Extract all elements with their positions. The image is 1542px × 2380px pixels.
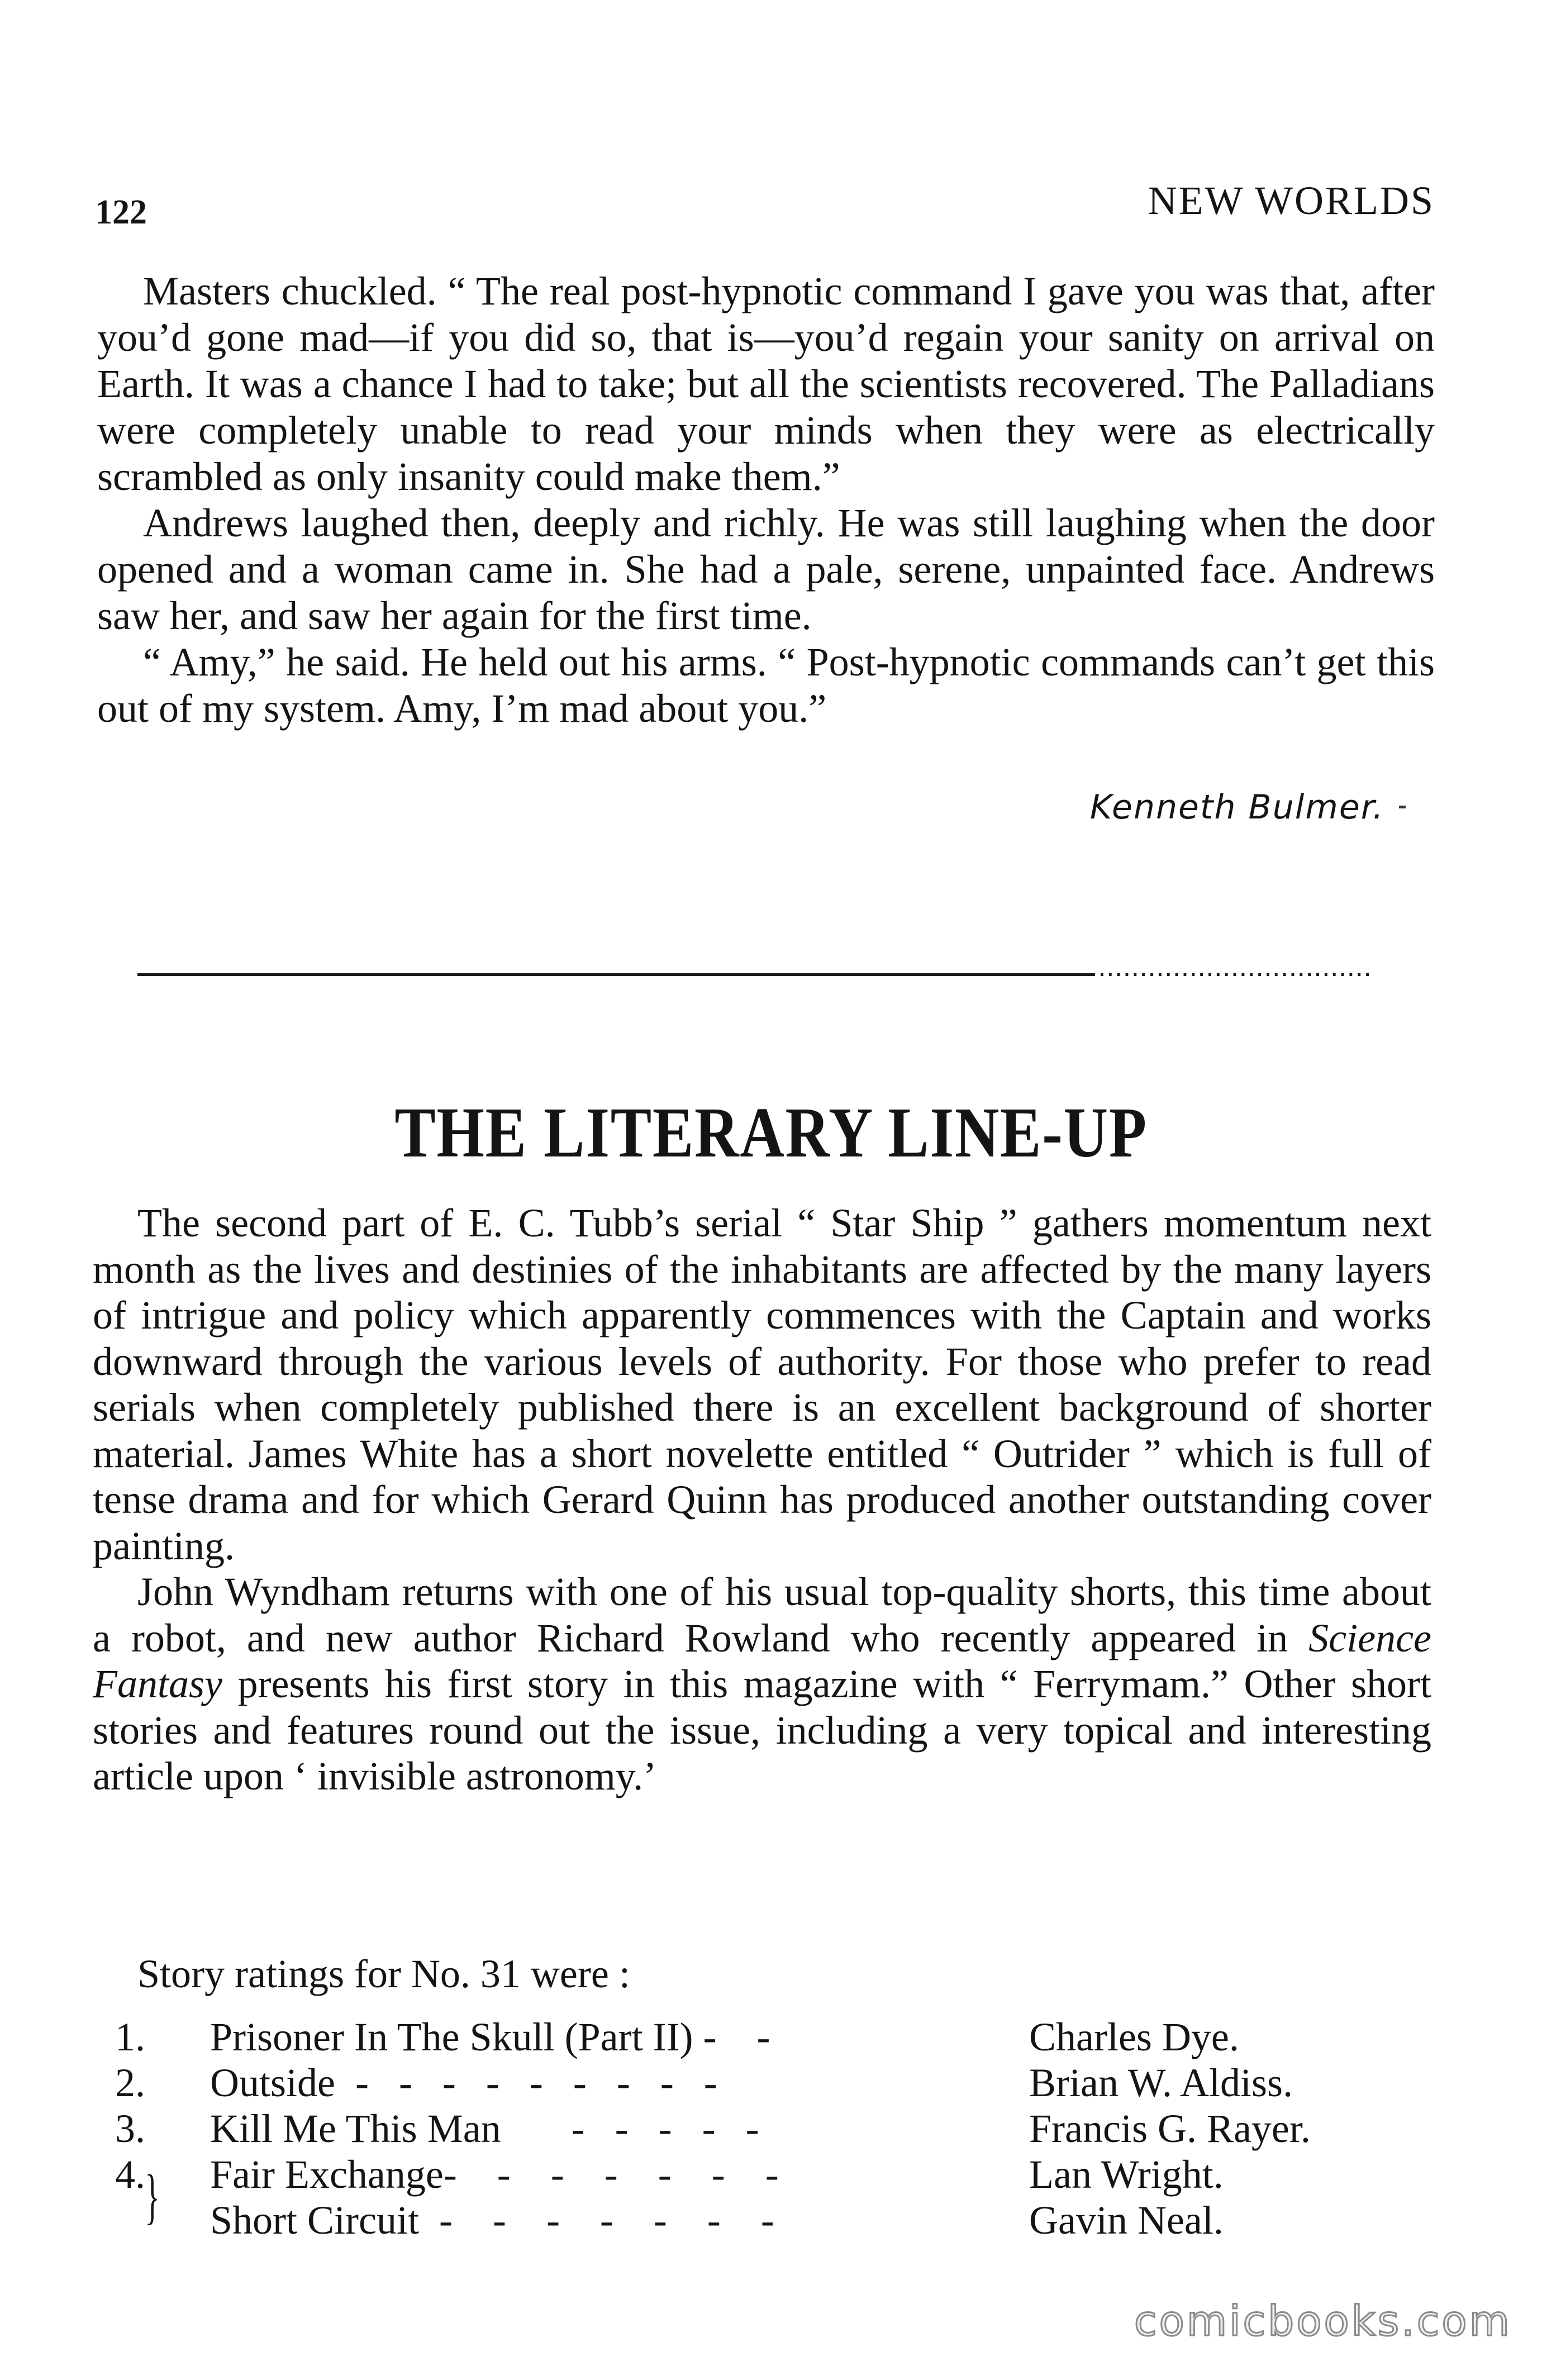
lineup-text-run: John Wyndham returns with one of his usual top-quality shorts, this time about a robot, and new author Richard Rowland who recently appeared in <box>93 1569 1431 1660</box>
rating-row <box>115 2060 1400 2106</box>
section-title: THE LITERARY LINE-UP <box>394 1093 1148 1172</box>
story-paragraph: “ Amy,” he said. He held out his arms. “ Post-hypnotic commands can’t get this out of my system. Amy, I’m mad about you.” <box>97 640 1435 731</box>
rating-author: Lan Wright. <box>1029 2152 1224 2197</box>
rating-title: Short Circuit - - - - - - - <box>210 2198 774 2243</box>
rating-author: Francis G. Rayer. <box>1029 2106 1311 2151</box>
rating-title: Outside - - - - - - - - - <box>210 2060 717 2105</box>
lineup-paragraph <box>93 1569 1431 1800</box>
rating-row <box>115 2197 1400 2243</box>
rating-number: 1. <box>115 2015 145 2059</box>
ratings-intro: Story ratings for No. 31 were : <box>137 1951 630 1996</box>
byline-mark <box>1399 806 1406 808</box>
rating-row <box>115 2014 1400 2060</box>
rating-author: Brian W. Aldiss. <box>1029 2060 1293 2105</box>
rating-title: Kill Me This Man - - - - - <box>210 2106 759 2151</box>
lineup-text <box>93 1200 1431 1800</box>
story-byline: Kenneth Bulmer. <box>1089 788 1384 827</box>
rating-title: Fair Exchange- - - - - - - <box>210 2152 779 2197</box>
lineup-text-run: presents his first story in this magazine with “ Ferrymam.” Other short stories and features round out the issue, including a very topical and interesting article upon ‘ invisible astronomy.’ <box>93 1662 1431 1798</box>
story-paragraph: Masters chuckled. “ The real post-hypnotic command I gave you was that, after you’d gone mad—if you did so, that is—you’d regain your sanity on arrival on Earth. It was a chance I had to take; but all the scientists recovered. The Palladians were completely unable to read your minds when they were as electrically scrambled as only insanity could make them.” <box>97 269 1435 499</box>
tie-brace-icon: } <box>145 2162 160 2230</box>
rating-row <box>115 2106 1400 2151</box>
page-number: 122 <box>95 193 147 231</box>
rating-number: 3. <box>115 2106 145 2151</box>
section-divider-tail <box>1095 973 1374 976</box>
rating-author: Gavin Neal. <box>1029 2198 1224 2243</box>
story-paragraph: Andrews laughed then, deeply and richly. He was still laughing when the door opened and a woman came in. She had a pale, serene, unpainted face. Andrews saw her, and saw her again for the first time. <box>97 501 1435 638</box>
magazine-title: Science Fantasy <box>93 1615 1431 1706</box>
rating-number: 4. <box>115 2152 145 2197</box>
lineup-paragraph: The second part of E. C. Tubb’s serial “ Star Ship ” gathers momentum next month as the lives and destinies of the inhabitants are affected by the many layers of intrigue and policy which apparently commences with the Captain and works downward through the various levels of authority. For those who prefer to read serials when completely published there is an excellent background of shorter material. James White has a short novelette entitled “ Outrider ” which is full of tense drama and for which Gerard Quinn has produced another outstanding cover painting. <box>93 1201 1431 1568</box>
ratings-list <box>115 2014 1400 2243</box>
story-text <box>97 268 1435 732</box>
running-head: NEW WORLDS <box>1148 178 1435 223</box>
rating-author: Charles Dye. <box>1029 2015 1239 2059</box>
rating-number: 2. <box>115 2060 145 2105</box>
rating-title: Prisoner In The Skull (Part II) - - <box>210 2015 770 2059</box>
watermark: comicbooks.com <box>1134 2297 1512 2345</box>
